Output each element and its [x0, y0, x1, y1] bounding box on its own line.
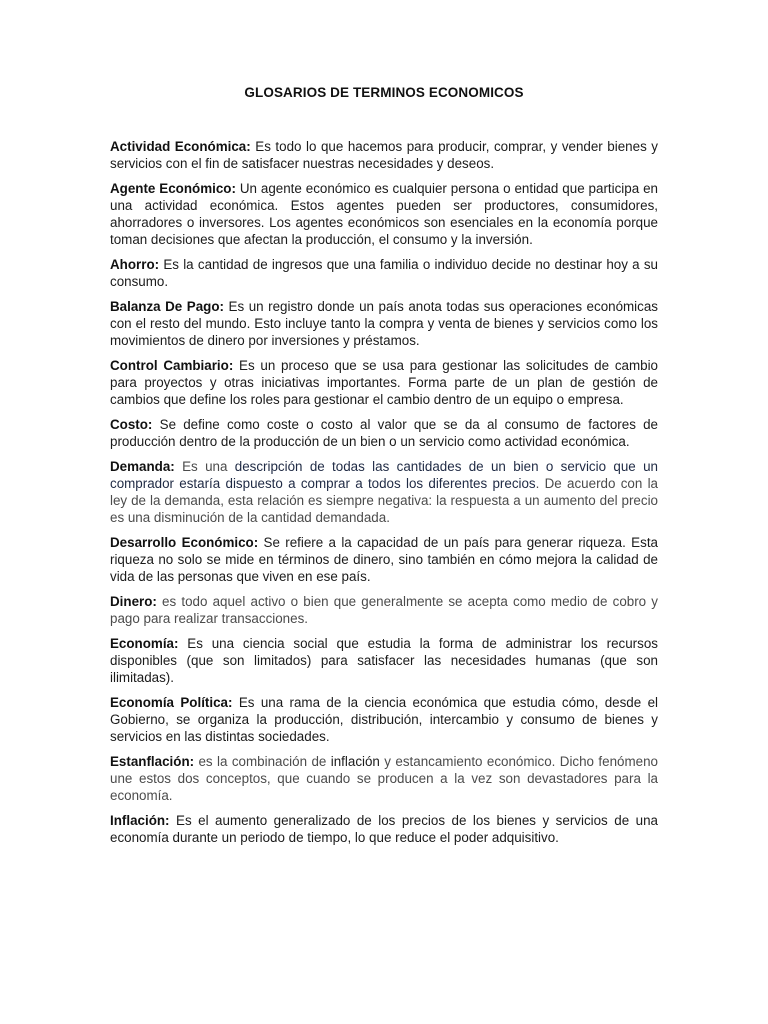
- glossary-entry-control-cambiario: [110, 358, 658, 409]
- glossary-entry-dinero: [110, 594, 658, 628]
- glossary-entry-balanza-de-pago: [110, 299, 658, 350]
- glossary-term: Dinero:: [110, 594, 157, 610]
- glossary-definition-part: y estancamiento económico. Dicho fenómeno une estos dos conceptos, que cuando se producen a la vez son devastadores para la economía.: [110, 754, 658, 804]
- glossary-definition-part: es la combinación de: [198, 754, 331, 770]
- glossary-term: Agente Económico:: [110, 181, 236, 197]
- glossary-entry-actividad-economica: [110, 139, 658, 173]
- glossary-definition: es todo aquel activo o bien que generalmente se acepta como medio de cobro y pago para realizar transacciones.: [110, 594, 658, 627]
- glossary-entry-ahorro: [110, 257, 658, 291]
- glossary-term: Inflación:: [110, 813, 170, 829]
- document-title: GLOSARIOS DE TERMINOS ECONOMICOS: [244, 85, 524, 100]
- glossary-entry-estanflacion: [110, 754, 658, 805]
- glossary-entry-desarrollo-economico: [110, 535, 658, 586]
- glossary-entry-economia: [110, 636, 658, 687]
- glossary-definition: Se refiere a la capacidad de un país para generar riqueza. Esta riqueza no solo se mide en términos de dinero, sino también en cómo mejora la calidad de vida de las personas que viven en ese país.: [110, 535, 658, 585]
- glossary-term: Economía:: [110, 636, 179, 652]
- glossary-term: Demanda:: [110, 459, 175, 475]
- glossary-definition: Un agente económico es cualquier persona o entidad que participa en una actividad económica. Estos agentes pueden ser productores, consumidores, ahorradores o inversores. Los agentes económicos son esenciales en la economía porque toman decisiones que afectan la producción, el consumo y la inversión.: [110, 181, 658, 247]
- glossary-definition: Es una rama de la ciencia económica que estudia cómo, desde el Gobierno, se organiza la producción, distribución, intercambio y consumo de bienes y servicios en las distintas sociedades.: [110, 695, 658, 745]
- glossary-definition: Es la cantidad de ingresos que una familia o individuo decide no destinar hoy a su consumo.: [110, 257, 658, 289]
- glossary-term: Economía Política:: [110, 695, 233, 711]
- glossary-entry-demanda: [110, 459, 658, 527]
- glossary-definition: Es todo lo que hacemos para producir, comprar, y vender bienes y servicios con el fin de satisfacer nuestras necesidades y deseos.: [110, 139, 658, 171]
- glossary-definition-link-text: inflación: [330, 754, 380, 770]
- glossary-term: Ahorro:: [110, 257, 160, 273]
- glossary-entry-inflacion: [110, 813, 658, 847]
- glossary-definition: Es un registro donde un país anota todas sus operaciones económicas con el resto del mundo. Esto incluye tanto la compra y venta de bienes y servicios como los movimientos de dinero por inversiones y préstamos.: [110, 299, 658, 348]
- glossary-entry-economia-politica: [110, 695, 658, 746]
- glossary-term: Desarrollo Económico:: [110, 535, 259, 551]
- glossary-term: Estanflación:: [110, 754, 195, 770]
- glossary-definition-part: . De acuerdo con la ley de la demanda, esta relación es siempre negativa: la respuesta a un aumento del precio es una disminución de la cantidad demandada.: [110, 476, 658, 525]
- glossary-list: [110, 139, 658, 855]
- glossary-definition-part: Es una: [182, 459, 235, 475]
- glossary-term: Control Cambiario:: [110, 358, 234, 374]
- glossary-entry-agente-economico: [110, 181, 658, 249]
- glossary-term: Actividad Económica:: [110, 139, 251, 154]
- glossary-term: Costo:: [110, 417, 153, 433]
- glossary-definition-link-text: descripción de todas las cantidades de un bien o servicio que un comprador estaría dispuesto a comprar a todos los diferentes precios: [110, 459, 658, 492]
- glossary-entry-costo: [110, 417, 658, 451]
- glossary-term: Balanza De Pago:: [110, 299, 224, 315]
- glossary-definition: Es el aumento generalizado de los precios de los bienes y servicios de una economía durante un periodo de tiempo, lo que reduce el poder adquisitivo.: [110, 813, 658, 846]
- glossary-definition: Es una ciencia social que estudia la forma de administrar los recursos disponibles (que son limitados) para satisfacer las necesidades humanas (que son ilimitadas).: [110, 636, 658, 686]
- glossary-definition: Se define como coste o costo al valor que se da al consumo de factores de producción dentro de la producción de un bien o un servicio como actividad económica.: [110, 417, 658, 450]
- glossary-definition: Es un proceso que se usa para gestionar las solicitudes de cambio para proyectos y otras iniciativas importantes. Forma parte de un plan de gestión de cambios que define los roles para gestionar el cambio dentro de un equipo o empresa.: [110, 358, 658, 407]
